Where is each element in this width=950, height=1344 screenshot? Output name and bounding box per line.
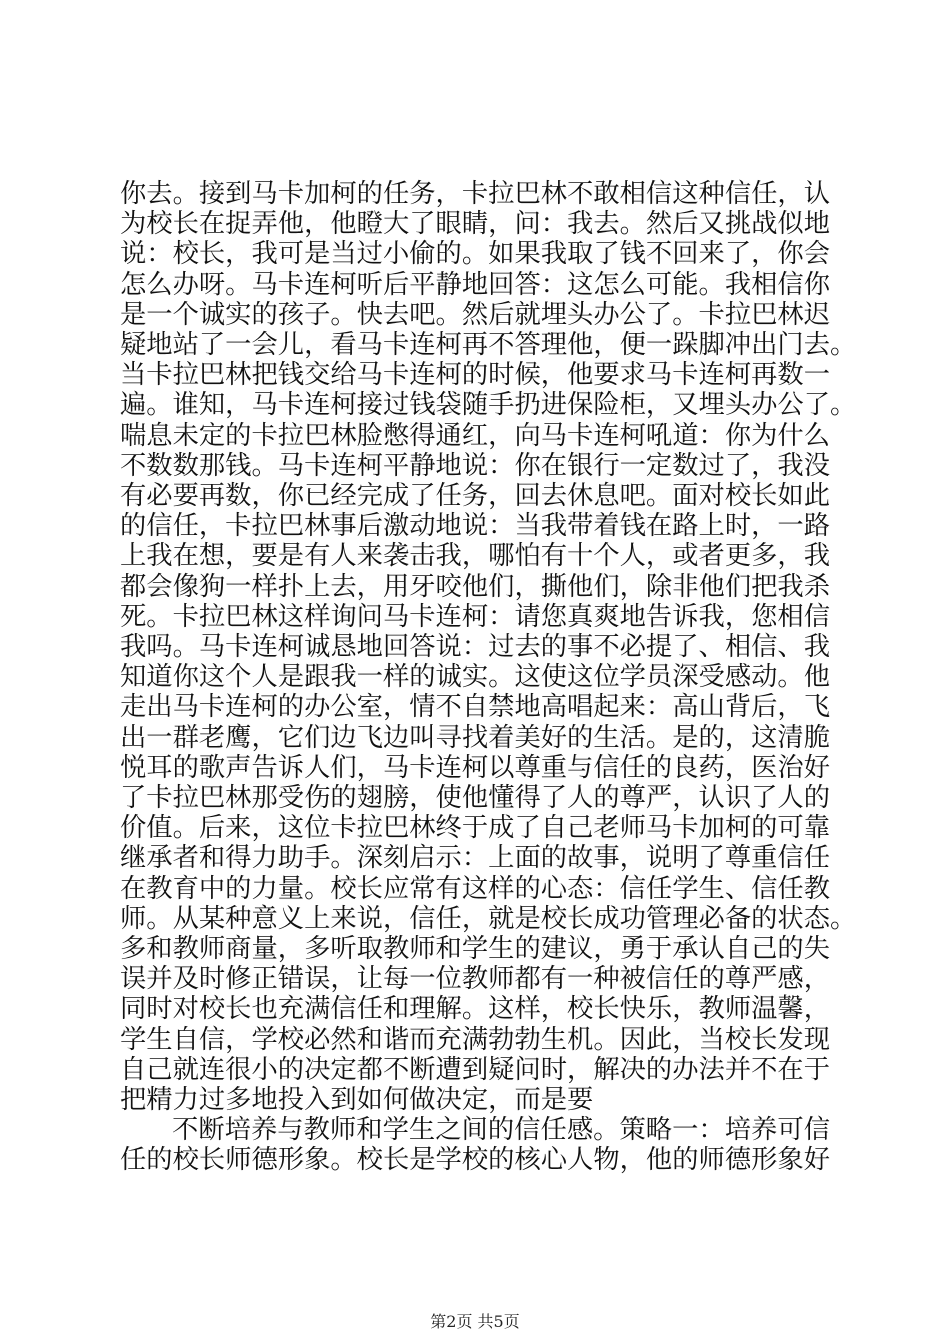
text-line: 有必要再数，你已经完成了任务，回去休息吧。面对校长如此	[120, 481, 831, 511]
text-line: 学生自信，学校必然和谐而充满勃勃生机。因此，当校长发现	[120, 1024, 831, 1055]
text-line: 知道你这个人是跟我一样的诚实。这使这位学员深受感动。他	[120, 662, 831, 693]
text-line: 把精力过多地投入到如何做决定，而是要	[120, 1085, 594, 1115]
text-line: 你去。接到马卡加柯的任务，卡拉巴林不敢相信这种信任，认	[120, 179, 831, 209]
text-line: 走出马卡连柯的办公室，情不自禁地高唱起来：高山背后，飞	[120, 692, 831, 723]
text-line: 上我在想，要是有人来袭击我，哪怕有十个人，或者更多，我	[120, 541, 831, 572]
text-line: 同时对校长也充满信任和理解。这样，校长快乐，教师温馨，	[120, 994, 831, 1025]
text-line: 疑地站了一会儿，看马卡连柯再不答理他，便一跺脚冲出门去。	[120, 330, 857, 360]
text-line: 出一群老鹰，它们边飞边叫寻找着美好的生活。是的，这清脆	[120, 722, 831, 753]
text-line: 继承者和得力助手。深刻启示：上面的故事，说明了尊重信任	[120, 843, 831, 874]
page-number-footer: 第2页 共5页	[430, 1312, 520, 1331]
text-line: 是一个诚实的孩子。快去吧。然后就埋头办公了。卡拉巴林迟	[120, 299, 831, 330]
text-line: 怎么办呀。马卡连柯听后平静地回答：这怎么可能。我相信你	[120, 269, 831, 300]
text-line: 的信任，卡拉巴林事后激动地说：当我带着钱在路上时，一路	[120, 511, 831, 542]
text-line: 师。从某种意义上来说，信任，就是校长成功管理必备的状态。	[120, 903, 857, 934]
text-line: 悦耳的歌声告诉人们，马卡连柯以尊重与信任的良药，医治好	[120, 752, 831, 783]
text-line: 在教育中的力量。校长应常有这样的心态：信任学生、信任教	[120, 873, 831, 904]
text-line: 当卡拉巴林把钱交给马卡连柯的时候，他要求马卡连柯再数一	[120, 360, 831, 391]
text-line: 多和教师商量，多听取教师和学生的建议，勇于承认自己的失	[120, 934, 831, 964]
text-line: 为校长在捉弄他，他瞪大了眼睛，问：我去。然后又挑战似地	[120, 209, 831, 240]
text-line: 价值。后来，这位卡拉巴林终于成了自己老师马卡加柯的可靠	[120, 813, 831, 844]
text-line: 遍。谁知，马卡连柯接过钱袋随手扔进保险柜，又埋头办公了。	[120, 390, 857, 421]
text-line: 说：校长，我可是当过小偷的。如果我取了钱不回来了，你会	[120, 239, 831, 270]
text-line: 我吗。马卡连柯诚恳地回答说：过去的事不必提了、相信、我	[120, 632, 831, 662]
text-line: 自己就连很小的决定都不断遭到疑问时，解决的办法并不在于	[120, 1054, 831, 1085]
text-line: 任的校长师德形象。校长是学校的核心人物，他的师德形象好	[120, 1145, 831, 1176]
text-line: 了卡拉巴林那受伤的翅膀，使他懂得了人的尊严，认识了人的	[120, 783, 831, 813]
text-line: 都会像狗一样扑上去，用牙咬他们，撕他们，除非他们把我杀	[120, 571, 831, 602]
text-line: 误并及时修正错误，让每一位教师都有一种被信任的尊严感，	[120, 964, 831, 995]
text-line: 死。卡拉巴林这样询问马卡连柯：请您真爽地告诉我，您相信	[120, 601, 831, 632]
text-line: 喘息未定的卡拉巴林脸憋得通红，向马卡连柯吼道：你为什么	[120, 420, 831, 451]
text-line: 不数数那钱。马卡连柯平静地说：你在银行一定数过了，我没	[120, 450, 831, 481]
paragraph-first-line: 不断培养与教师和学生之间的信任感。策略一：培养可信	[172, 1115, 830, 1146]
